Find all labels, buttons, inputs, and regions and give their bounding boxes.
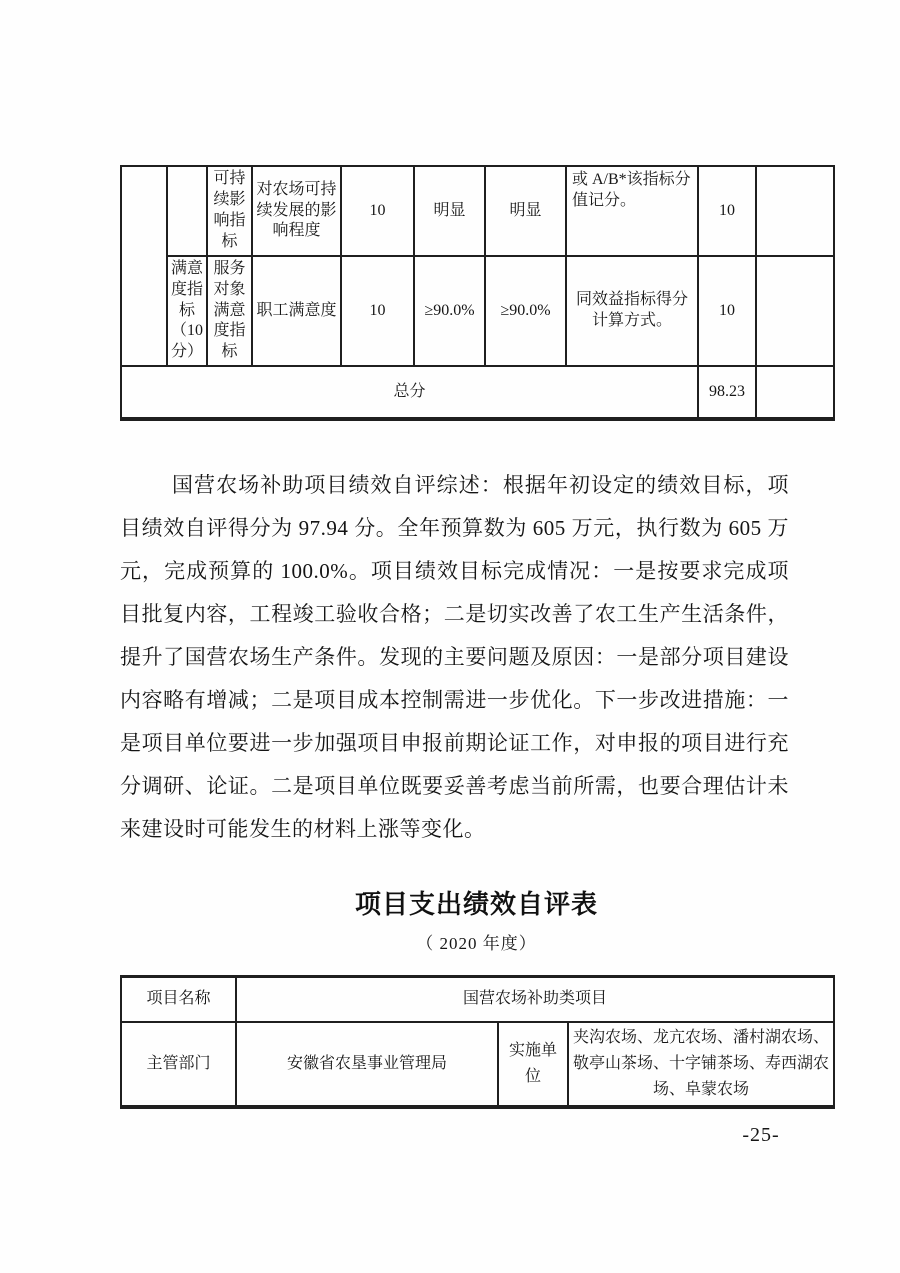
- department-value-cell: 安徽省农垦事业管理局: [236, 1022, 498, 1107]
- satisfaction-note-cell: 同效益指标得分 计算方式。: [566, 256, 698, 366]
- satisfaction-type-cell: 服务对象满意度指标: [207, 256, 252, 366]
- total-row: [121, 366, 834, 419]
- department-label-cell: 主管部门: [121, 1022, 236, 1107]
- self-evaluation-summary: 国营农场补助项目绩效自评综述：根据年初设定的绩效目标，项目绩效自评得分为 97.94 分。全年预算数为 605 万元，执行数为 605 万元，完成预算的 100.0%。项目绩效目标完成情况：一是按要求完成项目批复内容，工程竣工验收合格；二是切实改善了农工生产生活条件，提升了国营农场生产条件。发现的主要问题及原因：一是部分项目建设内容略有增减；二是项目成本控制需进一步优化。下一步改进措施：一是项目单位要进一步加强项目申报前期论证工作，对申报的项目进行充分调研、论证。二是项目单位既要妥善考虑当前所需，也要合理估计未来建设时可能发生的材料上涨等变化。: [120, 473, 789, 841]
- implementer-value-cell: 夹沟农场、龙亢农场、潘村湖农场、敬亭山茶场、十字铺茶场、寿西湖农场、阜蒙农场: [568, 1022, 834, 1107]
- level1-empty-cell: [121, 166, 167, 366]
- project-name-label-cell: 项目名称: [121, 977, 236, 1022]
- sustainability-name-cell: 对农场可持续发展的影响程度: [252, 166, 341, 256]
- form-year: （ 2020 年度）: [416, 934, 537, 953]
- sustainability-score-cell: 10: [698, 166, 756, 256]
- total-score-cell: 98.23: [698, 366, 756, 419]
- sustainability-note-cell: 或 A/B*该指标分值记分。: [566, 166, 698, 256]
- project-name-row: [121, 977, 834, 1022]
- satisfaction-group-cell: 满意度指标（10分）: [167, 256, 207, 366]
- page-number: -25-: [742, 1124, 780, 1146]
- implementer-label-cell: 实施单位: [498, 1022, 568, 1107]
- sustainability-type-cell: 可持续影响指标: [207, 166, 252, 256]
- sustainability-extra-cell: [756, 166, 834, 256]
- satisfaction-weight-cell: 10: [341, 256, 414, 366]
- project-info-table: [120, 975, 835, 1109]
- form-title: 项目支出绩效自评表: [354, 889, 598, 919]
- sustainability-row: [121, 166, 834, 256]
- satisfaction-target-cell: ≥90.0%: [414, 256, 485, 366]
- total-extra-cell: [756, 366, 834, 419]
- satisfaction-extra-cell: [756, 256, 834, 366]
- sustainability-target-cell: 明显: [414, 166, 485, 256]
- satisfaction-name-cell: 职工满意度: [252, 256, 341, 366]
- project-name-value-cell: 国营农场补助类项目: [236, 977, 834, 1022]
- group-empty-cell: [167, 166, 207, 256]
- satisfaction-score-cell: 10: [698, 256, 756, 366]
- score-table: [120, 165, 835, 421]
- satisfaction-row: [121, 256, 834, 366]
- satisfaction-actual-cell: ≥90.0%: [485, 256, 566, 366]
- sustainability-actual-cell: 明显: [485, 166, 566, 256]
- department-row: [121, 1022, 834, 1107]
- total-label-cell: 总分: [121, 366, 698, 419]
- sustainability-weight-cell: 10: [341, 166, 414, 256]
